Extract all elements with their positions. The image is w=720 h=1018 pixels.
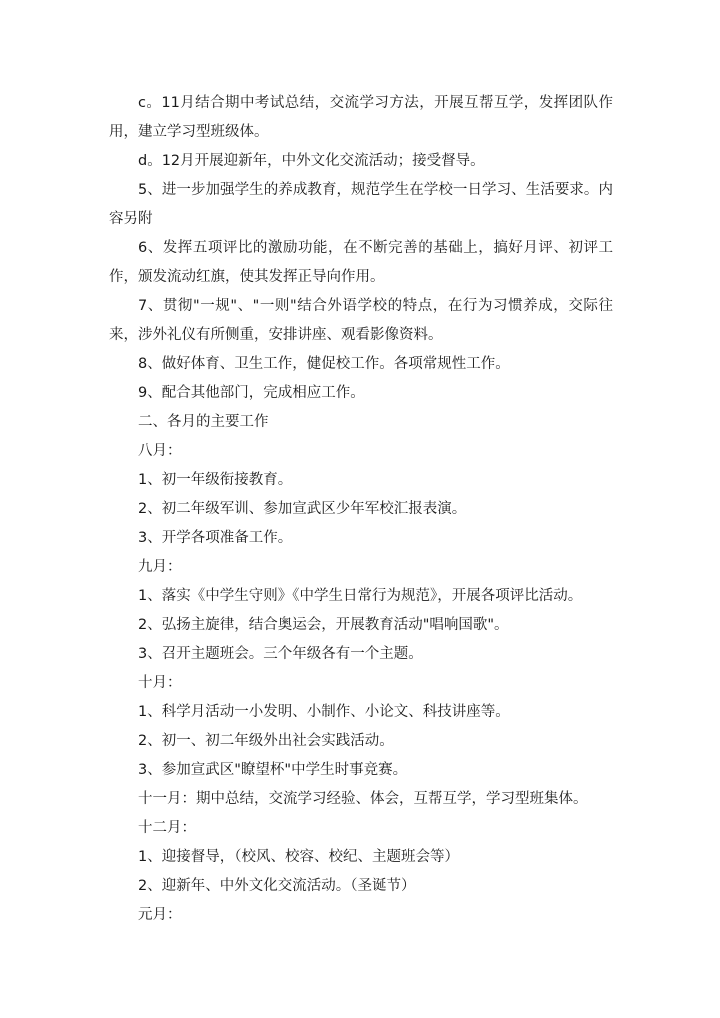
list-item: 1、迎接督导，（校风、校容、校纪、主题班会等） — [138, 849, 459, 865]
month-heading-october: 十月： — [138, 675, 182, 691]
month-heading-august: 八月： — [138, 443, 182, 459]
paragraph-item-5: 5、进一步加强学生的养成教育，规范学生在学校一日学习、生活要求。内容另附 — [109, 182, 613, 227]
month-heading-november: 十一月：期中总结，交流学习经验、体会，互帮互学，学习型班集体。 — [138, 791, 588, 807]
paragraph-d-december: d。12月开展迎新年，中外文化交流活动；接受督导。 — [138, 153, 485, 169]
list-item: 1、科学月活动一小发明、小制作、小论文、科技讲座等。 — [138, 704, 510, 720]
month-heading-january: 元月： — [138, 907, 182, 923]
list-item: 1、落实《中学生守则》《中学生日常行为规范》，开展各项评比活动。 — [138, 588, 583, 604]
list-item: 3、开学各项准备工作。 — [138, 530, 293, 546]
paragraph-c-november: c。11月结合期中考试总结，交流学习方法，开展互帮互学，发挥团队作用，建立学习型班级体。 — [109, 95, 613, 140]
section-heading-monthly-work: 二、各月的主要工作 — [138, 414, 269, 430]
list-item: 3、参加宣武区"瞭望杯"中学生时事竞赛。 — [138, 762, 408, 778]
paragraph-item-6: 6、发挥五项评比的激励功能，在不断完善的基础上，搞好月评、初评工作，颁发流动红旗，使其发挥正导向作用。 — [109, 240, 613, 285]
month-heading-september: 九月： — [138, 559, 182, 575]
paragraph-item-9: 9、配合其他部门，完成相应工作。 — [138, 385, 365, 401]
list-item: 3、召开主题班会。三个年级各有一个主题。 — [138, 646, 423, 662]
month-heading-december: 十二月： — [138, 820, 196, 836]
list-item: 2、初二年级军训、参加宣武区少年军校汇报表演。 — [138, 501, 467, 517]
list-item: 2、迎新年、中外文化交流活动。（圣诞节） — [138, 878, 416, 894]
document-body — [109, 89, 613, 930]
paragraph-item-8: 8、做好体育、卫生工作，健促校工作。各项常规性工作。 — [138, 356, 510, 372]
list-item: 1、初一年级衔接教育。 — [138, 472, 293, 488]
list-item: 2、初一、初二年级外出社会实践活动。 — [138, 733, 394, 749]
list-item: 2、弘扬主旋律，结合奥运会，开展教育活动"唱响国歌"。 — [138, 617, 509, 633]
paragraph-item-7: 7、贯彻"一规"、"一则"结合外语学校的特点，在行为习惯养成，交际往来，涉外礼仪有所侧重，安排讲座、观看影像资料。 — [109, 298, 613, 343]
